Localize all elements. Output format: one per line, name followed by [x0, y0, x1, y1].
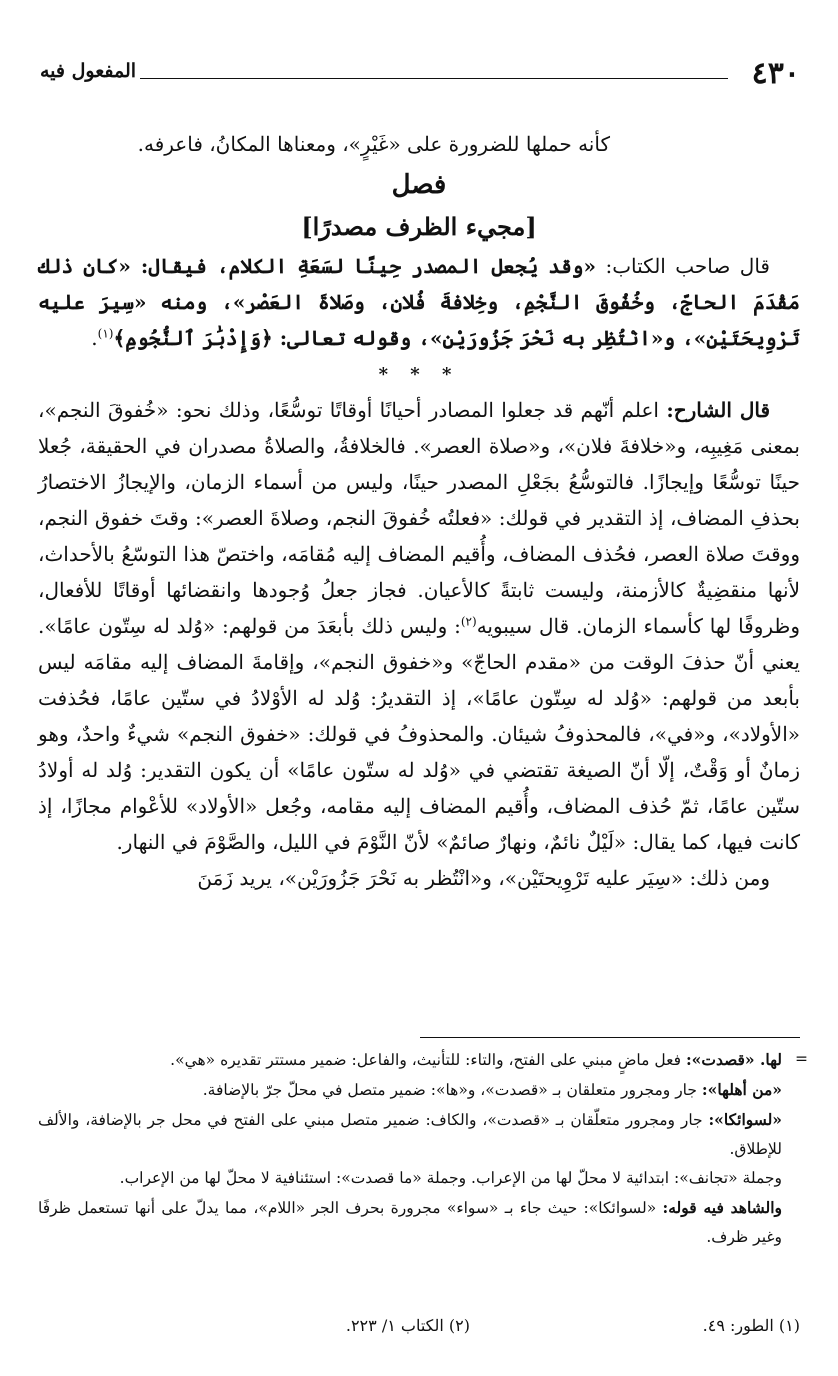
- footnote-term: «من أهلها»:: [701, 1080, 782, 1099]
- footnote-text: جار ومجرور متعلّقان بـ «قصدت»، والكاف: ضمير متصل مبني على الفتح في محل جر بالإضافة، والألف للإطلاق.: [38, 1111, 782, 1158]
- footnote-line: [38, 1045, 782, 1075]
- footnote-marker-1: (١): [97, 326, 114, 341]
- commentary-text: اعلم أنّهم قد جعلوا المصادر أحيانًا أوقاتًا توسُّعًا، وذلك نحو: «خُفوقَ النجم»، بمعنى مَغِيبِه، و«خلافةَ فلان»، و«صلاة العصر». فالخلافةُ، والصلاةُ مصدران في الحقيقة، جُعلا حينًا توسُّعًا وإيجازًا. فالتوسُّعُ بجَعْلِ المصدر حينًا، وليس من أسماء الزمان، والإيجازُ الاختصارُ بحذفِ المضاف، إذ التقدير في قولك: «فعلتُه خُفوقَ النجم، وصلاةَ العصر»: وقتَ خفوق النجم، ووقتَ صلاة العصر، فحُذف المضاف، وأُقيم المضاف إليه مُقامَه، واختصّ هذا التوسّعُ بالأحداث، لأنها منقضِيةٌ كالأزمنة، وليست ثابتةً كالأعيان. فجاز جعلُ وُجودها وانقضائها أوقاتًا للأفعال، وظروفًا لها كأسماء الزمان. قال سيبويه: [38, 398, 800, 638]
- author-paragraph: [38, 248, 800, 356]
- page-header: [40, 56, 800, 96]
- section-heading: فصل: [391, 170, 447, 200]
- commentary-paragraph: [38, 392, 800, 860]
- intro-line: كأنه حملها للضرورة على «غَيْرٍ»، ومعناها المكانُ، فاعرفه.: [137, 132, 610, 156]
- section-subheading: [مجيء الظرف مصدرًا]: [301, 212, 537, 241]
- author-end: .: [91, 326, 98, 350]
- commentary-last-line: ومن ذلك: «سِيَر عليه تَرْوِيحتَيْن»، و«انْتُظر به نَحْرَ جَزُورَيْن»، يريد زَمَنَ: [197, 866, 770, 890]
- page-number: ٤٣٠: [751, 56, 800, 91]
- footnote-rule: [420, 1037, 800, 1038]
- footnote-text: جار ومجرور متعلقان بـ «قصدت»، و«ها»: ضمير متصل في محلّ جرّ بالإضافة.: [202, 1081, 702, 1099]
- continuation-marker: =: [795, 1050, 808, 1068]
- author-lead: قال صاحب الكتاب:: [605, 254, 770, 278]
- commentary-text-2: : وليس ذلك بأبعَدَ من قولهم: «وُلد له سِتّون عامًا». يعني أنّ حذفَ الوقت من «مقدم الحاجّ» و«خفوق النجم»، وإقامةَ المضاف إليه مقامَه ليس بأبعد من قولهم: «وُلد له سِتّون عامًا»، إذ التقديرُ: وُلد له الأوْلادُ في ستّين عامًا، فحُذفت «الأولاد»، و«في»، فالمحذوفُ شيئان. والمحذوفُ في قولك: «خفوق النجم» شيءٌ واحدٌ، وهو زمانٌ أو وَقْتٌ، إلّا أنّ الصيغة تقتضي في «وُلد له ستّون عامًا» أن يكون التقدير: وُلد له أولادُ ستّين عامًا، ثمّ حُذف المضاف، وأُقيم المضاف إليه مقامه، وجُعل «الأولاد» للأعْوام مجازًا، إذ كانت فيها، كما يقال: «لَيْلٌ نائمٌ، ونهارٌ صائمٌ» لأنّ النَّوْمَ في الليل، والصَّوْمَ في النهار.: [38, 614, 801, 854]
- author-text: «وقد يُجعل المصدر حِينًا لسَعَةِ الكلام، فيقال: «كان ذلك مَقْدَمَ الحاجّ، وخُفُوقَ النَّجْمِ، وخِلافةَ فُلان، وصَلاةَ العَصْر»، ومنه «سِيرَ عليه تَرْوِيحَتَيْنِ»، و«انْتُظِر به نَحْرَ جَزُورَيْنِ»، وقوله تعالى: ﴿وَإِدْبَٰرَ ٱلنُّجُومِ﴾: [38, 254, 800, 350]
- reference-2: (٢) الكتاب ١/ ٢٢٣.: [345, 1316, 470, 1335]
- footnote-line: [38, 1193, 782, 1252]
- footnote-line: وجملة «تجانف»: ابتدائية لا محلّ لها من الإعراب. وجملة «ما قصدت»: استئنافية لا محلّ لها من الإعراب.: [119, 1169, 782, 1187]
- footnote-line: [38, 1075, 782, 1105]
- header-rule: [140, 78, 728, 79]
- main-text: [38, 126, 800, 896]
- footnote-line: [38, 1105, 782, 1164]
- commentary-lead: قال الشارح:: [666, 398, 771, 422]
- footnote-term: لها. «قصدت»:: [685, 1050, 782, 1069]
- running-title: المفعول فيه: [40, 60, 137, 82]
- footnotes: [38, 1045, 808, 1252]
- footnote-marker-2: (٢): [460, 614, 477, 629]
- reference-1: (١) الطور: ٤٩.: [702, 1316, 800, 1335]
- footnote-term: «لسوائكا»:: [708, 1110, 782, 1129]
- separator-stars: * * *: [378, 364, 460, 385]
- footnote-text: «لسوائكا»: حيث جاء بـ «سواء» مجرورة بحرف الجر «اللام»، مما يدلّ على أنها تستعمل ظرفًا وغير ظرف.: [38, 1199, 782, 1246]
- footnote-text: فعل ماضٍ مبني على الفتح، والتاء: للتأنيث، والفاعل: ضمير مستتر تقديره «هي».: [170, 1051, 686, 1069]
- footnote-term: والشاهد فيه قوله:: [662, 1198, 783, 1217]
